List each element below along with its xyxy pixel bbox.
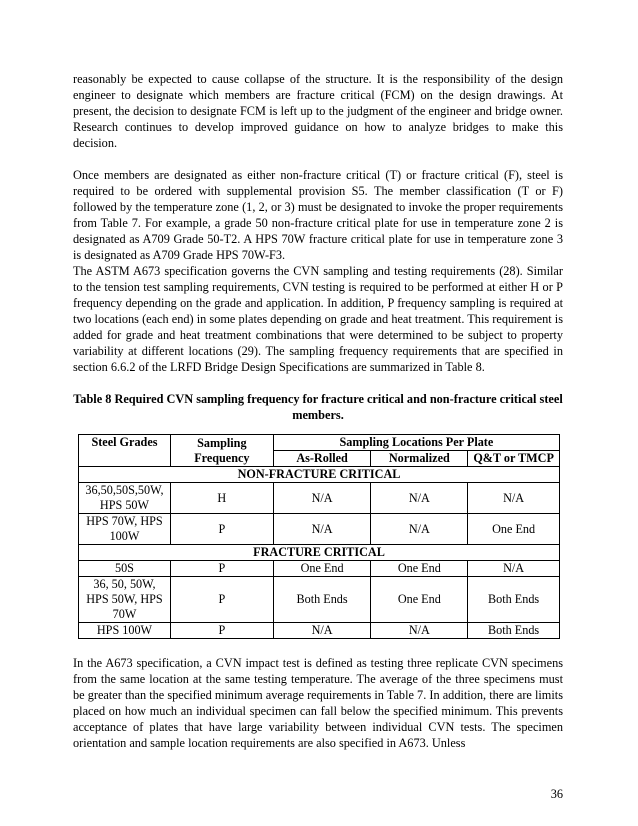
table-row — [79, 514, 560, 545]
page-number: 36 — [550, 787, 563, 801]
header-qt-tmcp: Q&T or TMCP — [468, 451, 560, 467]
cell-normalized: N/A — [371, 483, 468, 514]
cell-as-rolled: One End — [273, 561, 371, 577]
cell-qt-tmcp: One End — [468, 514, 560, 545]
cell-qt-tmcp: Both Ends — [468, 623, 560, 639]
cell-normalized: N/A — [371, 623, 468, 639]
table-row — [79, 561, 560, 577]
table-row — [79, 483, 560, 514]
cell-normalized: One End — [371, 561, 468, 577]
cell-qt-tmcp: N/A — [468, 561, 560, 577]
paragraph-astm-a673: The ASTM A673 specification governs the CVN sampling and testing requirements (28). Similar to the tension test sampling requirements, CVN testing is required to be performed at either H or P frequency depending on the grade and application. In addition, P frequency sampling is required at two locations (each end) in some plates depending on grade and heat treatment. This requirement is added for grade and heat treatment combinations that were determined to be subject to property variability at different locations (29). The sampling frequency requirements that are specified in section 6.6.2 of the LRFD Bridge Design Specifications are summarized in Table 8. — [73, 264, 563, 374]
cvn-sampling-table — [78, 434, 560, 639]
cell-frequency: P — [170, 561, 273, 577]
paragraph-fcm-designation: reasonably be expected to cause collapse of the structure. It is the responsibility of the design engineer to designate which members are fracture critical (FCM) on the design drawings. At present, the decision to designate FCM is left up to the judgment of the engineer and bridge owner. Research continues to develop improved guidance on how to analyze bridges to make this decision. — [73, 72, 563, 150]
cell-steel-grade: 50S — [79, 561, 171, 577]
header-sampling-locations: Sampling Locations Per Plate — [273, 435, 559, 451]
cell-as-rolled: N/A — [273, 514, 371, 545]
cell-as-rolled: Both Ends — [273, 577, 371, 623]
cell-normalized: N/A — [371, 514, 468, 545]
cell-normalized: One End — [371, 577, 468, 623]
paragraph-cvn-impact-test: In the A673 specification, a CVN impact test is defined as testing three replicate CVN specimens from the same location at the same testing temperature. The average of the three specimens must be greater than the specified minimum average requirements in Table 7. In addition, there are limits placed on how much an individual specimen can fall below the specified minimum. This prevents acceptance of plates that have large variability between individual CVN tests. The specimen orientation and sample location requirements are also specified in A673. Unless — [73, 656, 563, 750]
header-as-rolled: As-Rolled — [273, 451, 371, 467]
cell-steel-grade: HPS 70W, HPS 100W — [79, 514, 171, 545]
cell-as-rolled: N/A — [273, 483, 371, 514]
section-title-fracture-critical: FRACTURE CRITICAL — [79, 545, 560, 561]
cell-steel-grade: 36, 50, 50W, HPS 50W, HPS 70W — [79, 577, 171, 623]
cell-steel-grade: HPS 100W — [79, 623, 171, 639]
cell-frequency: P — [170, 577, 273, 623]
cell-qt-tmcp: N/A — [468, 483, 560, 514]
table-caption: Table 8 Required CVN sampling frequency for fracture critical and non-fracture critical steel members. — [73, 392, 563, 422]
section-row — [79, 467, 560, 483]
cell-qt-tmcp: Both Ends — [468, 577, 560, 623]
header-normalized: Normalized — [371, 451, 468, 467]
cell-frequency: P — [170, 514, 273, 545]
header-sampling-frequency: Sampling Frequency — [170, 435, 273, 467]
cell-as-rolled: N/A — [273, 623, 371, 639]
header-steel-grades: Steel Grades — [79, 435, 171, 467]
section-row — [79, 545, 560, 561]
table-row — [79, 577, 560, 623]
paragraph-member-classification: Once members are designated as either non-fracture critical (T) or fracture critical (F), steel is required to be ordered with supplemental provision S5. The member classification (T or F) followed by the temperature zone (1, 2, or 3) must be designated to invoke the proper requirements from Table 7. For example, a grade 50 non-fracture critical plate for use in temperature zone 2 is designated as A709 Grade 50-T2. A HPS 70W fracture critical plate for use in temperature zone 3 is designated as A709 Grade HPS 70W-F3. — [73, 168, 563, 262]
cell-frequency: H — [170, 483, 273, 514]
cell-frequency: P — [170, 623, 273, 639]
section-title-non-fracture-critical: NON-FRACTURE CRITICAL — [79, 467, 560, 483]
cell-steel-grade: 36,50,50S,50W, HPS 50W — [79, 483, 171, 514]
table-row — [79, 623, 560, 639]
